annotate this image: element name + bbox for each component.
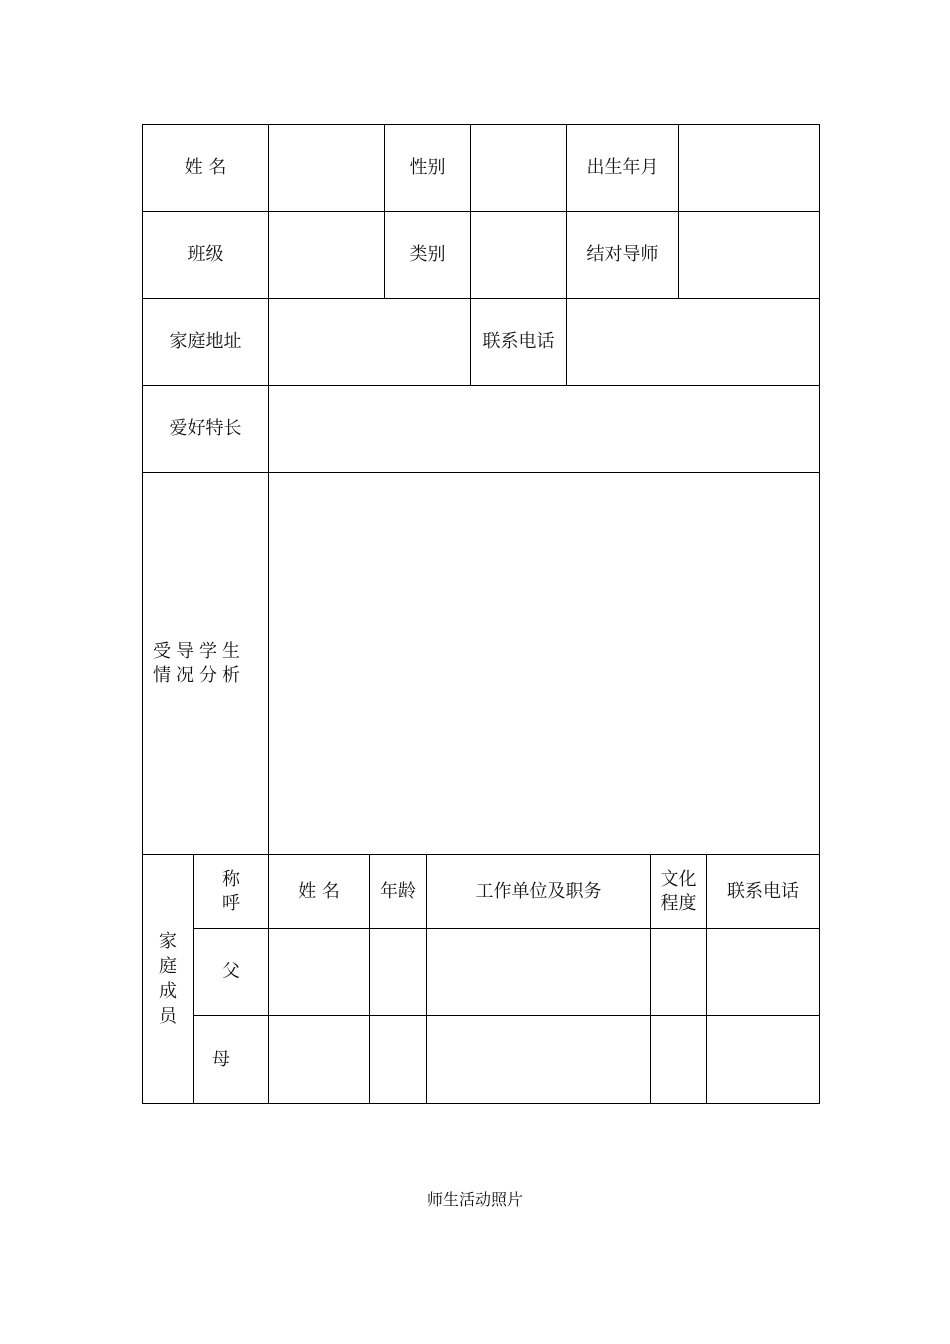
mentor-label: 结对导师 bbox=[586, 244, 659, 265]
activity-photo-caption: 师生活动照片 bbox=[426, 1190, 523, 1209]
family-name-header: 姓 名 bbox=[298, 880, 340, 902]
class-field[interactable] bbox=[269, 212, 384, 298]
mother-age-field[interactable] bbox=[370, 1016, 426, 1103]
father-phone-field[interactable] bbox=[707, 929, 819, 1015]
hobbies-field[interactable] bbox=[269, 386, 819, 472]
family-members-label: 家 庭 成 员 bbox=[159, 931, 177, 1027]
mother-label: 母 bbox=[212, 1048, 230, 1070]
family-phone-header: 联系电话 bbox=[727, 880, 799, 902]
birth-date-label: 出生年月 bbox=[586, 157, 659, 178]
mentor-field[interactable] bbox=[679, 212, 819, 298]
gender-label: 性别 bbox=[409, 157, 446, 178]
father-name-field[interactable] bbox=[269, 929, 369, 1015]
birth-date-field[interactable] bbox=[679, 125, 819, 211]
address-label: 家庭地址 bbox=[169, 331, 242, 352]
father-work-field[interactable] bbox=[427, 929, 650, 1015]
work-unit-header: 工作单位及职务 bbox=[475, 880, 602, 902]
gender-field[interactable] bbox=[471, 125, 566, 211]
name-field[interactable] bbox=[269, 125, 384, 211]
mother-name-field[interactable] bbox=[269, 1016, 369, 1103]
student-analysis-label: 受导学生情况分析 bbox=[153, 640, 245, 686]
category-field[interactable] bbox=[471, 212, 566, 298]
student-analysis-field[interactable] bbox=[269, 473, 819, 854]
father-education-field[interactable] bbox=[651, 929, 706, 1015]
category-label: 类别 bbox=[409, 244, 446, 265]
mother-phone-field[interactable] bbox=[707, 1016, 819, 1103]
education-header: 文化 程度 bbox=[660, 868, 697, 914]
age-header: 年龄 bbox=[380, 880, 416, 902]
class-label: 班级 bbox=[187, 244, 224, 265]
father-label: 父 bbox=[222, 961, 240, 982]
mother-work-field[interactable] bbox=[427, 1016, 650, 1103]
hobbies-label: 爱好特长 bbox=[169, 418, 242, 439]
contact-phone-label: 联系电话 bbox=[482, 331, 555, 352]
name-label: 姓 名 bbox=[184, 157, 227, 178]
father-age-field[interactable] bbox=[370, 929, 426, 1015]
mother-education-field[interactable] bbox=[651, 1016, 706, 1103]
contact-phone-field[interactable] bbox=[567, 299, 819, 385]
address-field[interactable] bbox=[269, 299, 470, 385]
relation-header: 称 呼 bbox=[222, 868, 240, 914]
